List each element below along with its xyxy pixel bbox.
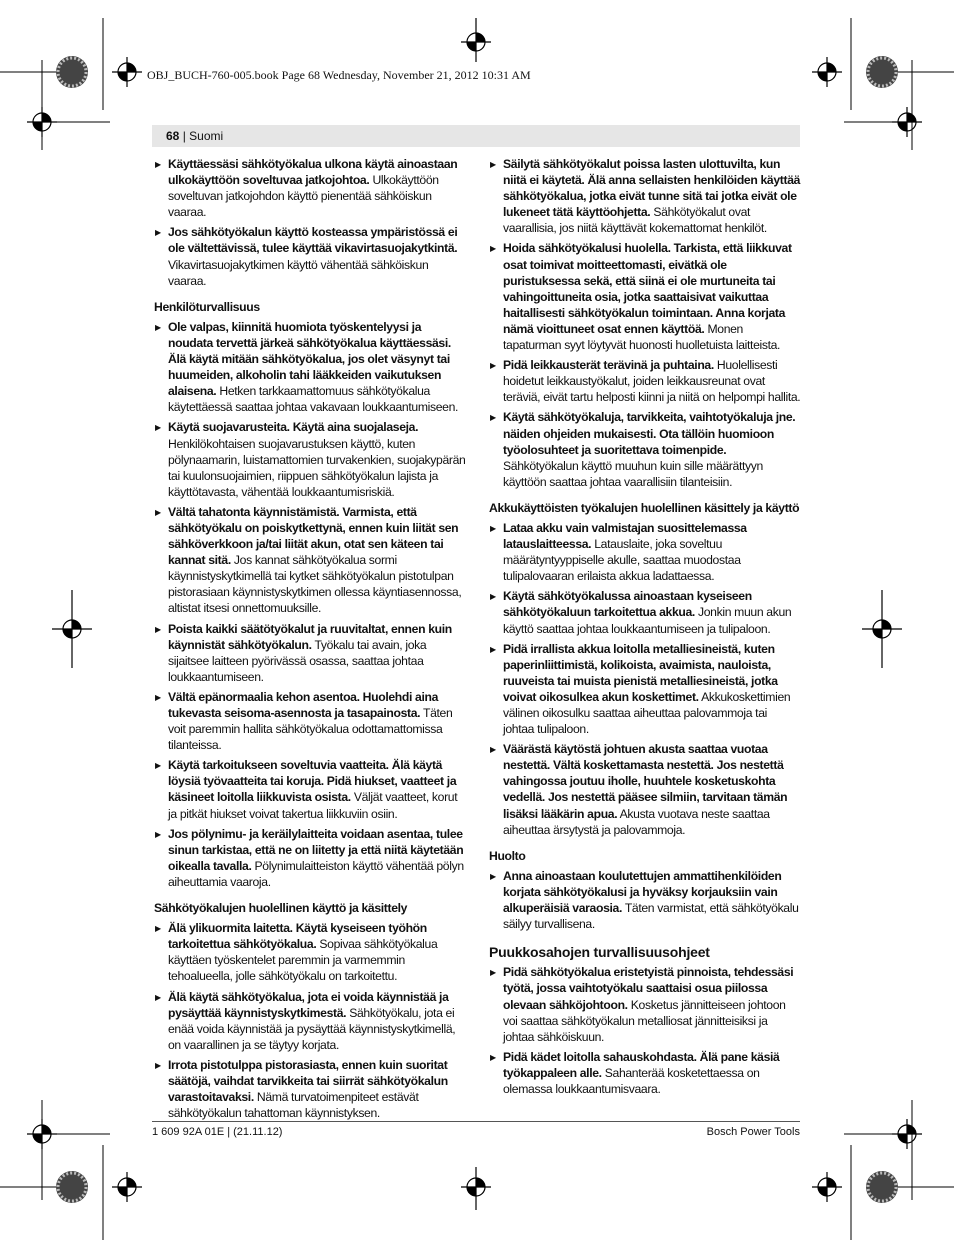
instruction-text: Täten voit paremmin hallita sähkötyökalua odottamattomissa tilanteissa. — [168, 706, 453, 753]
safety-instruction — [489, 588, 801, 636]
instruction-text: Nämä turvatoimenpiteet estävät sähkötyökalun tahattoman käynnistyksen. — [168, 1090, 419, 1121]
instruction-text: Sähkötyökalun käyttö muuhun kuin sille määrättyyn käyttöön saattaa johtaa vaarallisiin tilanteisiin. — [503, 458, 763, 489]
safety-instruction — [489, 520, 801, 584]
instruction-text: Hetken tarkkaamattomuus sähkötyökalua käytettäessä saattaa johtaa vakavaan loukkaantumiseen. — [168, 384, 459, 415]
instruction-text: Sahanterää kosketettaessa on olemassa loukkaantumisvaara. — [503, 1065, 760, 1096]
instruction-bold: Käytä tarkoitukseen soveltuvia vaatteita. Älä käytä löysiä työvaatteita tai koruja. Pidä hiukset, vaatteet ja käsineet loitolla liikkuvista osista. — [168, 758, 457, 805]
instruction-bold: Käytä sähkötyökalussa ainoastaan kyseiseen sähkötyökaluun tarkoitettua akkua. — [503, 589, 752, 620]
safety-instruction — [489, 868, 801, 932]
instruction-bold: Poista kaikki säätötyökalut ja ruuvitaltat, ennen kuin käynnistät sähkötyökalun. — [168, 621, 452, 652]
safety-instruction — [154, 419, 466, 499]
instruction-text: Jonkin muun akun käyttö saattaa johtaa loukkaantumiseen ja tulipaloon. — [503, 605, 792, 636]
instruction-bold: Ole valpas, kiinnitä huomiota työskentelyysi ja noudata tervettä järkeä sähkötyökalua käyttäessäsi. Älä käytä mitään sähkötyökalua, jos olet väsynyt tai huumeiden, alkoholin tahi lääkkeiden vaikutuksen alaisena. — [168, 319, 451, 399]
safety-instruction — [489, 409, 801, 489]
footer-brand: Bosch Power Tools — [706, 1126, 800, 1138]
footer-rule — [152, 1121, 800, 1122]
instruction-text: Ulkokäyttöön soveltuvan jatkojohdon käyttö pienentää sähköiskun vaaraa. — [168, 173, 439, 220]
instruction-bold: Pidä leikkausterät terävinä ja puhtaina. — [503, 358, 714, 373]
page-number: 68 — [166, 129, 180, 143]
instruction-text: Väljät vaatteet, korut ja pitkät hiukset voivat takertua liikkuviin osiin. — [168, 790, 458, 821]
instruction-bold: Vältä tahatonta käynnistämistä. Varmista, että sähkötyökalu on poiskytkettynä, ennen kuin liität sen sähköverkkoon ja/tai liität akun, otat sen käteen tai kannat sitä. — [168, 504, 459, 568]
instruction-bold: Pidä sähkötyökalua eristetyistä pinnoista, tehdessäsi työtä, jossa vaihtotyökalu saattaisi osua piilossa olevaan sähköjohtoon. — [503, 965, 794, 1012]
safety-instruction — [489, 357, 801, 405]
safety-instruction — [489, 156, 801, 236]
safety-instruction — [489, 741, 801, 838]
section-heading: Puukkosahojen turvallisuusohjeet — [489, 944, 710, 961]
subheading: Sähkötyökalujen huolellinen käyttö ja käsittely — [154, 901, 408, 916]
instruction-text: Täten varmistat, että sähkötyökalu säilyy turvallisena. — [503, 901, 799, 932]
safety-instruction — [154, 504, 466, 617]
safety-instruction — [154, 621, 466, 685]
subheading: Huolto — [489, 848, 526, 863]
instruction-bold: Käyttäessäsi sähkötyökalua ulkona käytä ainoastaan ulkokäyttöön soveltuvaa jatkojohtoa. — [168, 157, 458, 188]
instruction-bold: Jos sähkötyökalun käyttö kosteassa ympäristössä ei ole vältettävissä, tulee käyttää vikavirtasuojakytkintä. — [168, 225, 458, 256]
safety-instruction — [154, 319, 466, 416]
book-info: OBJ_BUCH-760-005.book Page 68 Wednesday, November 21, 2012 10:31 AM — [147, 68, 531, 82]
instruction-text: Työkalu tai avain, joka sijaitsee laitteen pyörivässä osassa, saattaa johtaa loukkaantumiseen. — [168, 637, 427, 684]
instruction-bold: Väärästä käytöstä johtuen akusta saattaa vuotaa nestettä. Vältä koskettamasta nestettä. Jos nestettä vahingossa joutuu iholle, huuhtele kosketuskohta vedellä. Jos nestettä pääsee silmiin, tarvitaan tämän lisäksi lääkärin apua. — [503, 742, 788, 821]
instruction-bold: Käytä sähkötyökaluja, tarvikkeita, vaihtotyökaluja jne. näiden ohjeiden mukaisesti. Ota tällöin huomioon työolosuhteet ja suoritettava toimenpide. — [503, 410, 796, 457]
safety-instruction — [489, 240, 801, 353]
instruction-text: Henkilökohtaisen suojavarustuksen käyttö, kuten pölynaamarin, luistamattomien turvakenkien, suojakypärän tai kuulonsuojaimien, riippuen sähkötyökalun lajista ja käyttötavasta, vähentää loukkaantumisriskiä. — [168, 436, 466, 499]
safety-instruction — [489, 964, 801, 1044]
instruction-bold: Älä käytä sähkötyökalua, jota ei voida käynnistää ja pysäyttää käynnistyskytkimestä. — [168, 989, 449, 1020]
instruction-bold: Anna ainoastaan koulutettujen ammattihenkilöiden korjata sähkötyökalusi ja hyväksy korjauksiin vain alkuperäisiä varaosia. — [503, 868, 782, 916]
instruction-text: Kosketus jännitteiseen johtoon voi saattaa sähkötyökalun metalliosat jännitteisiksi ja johtaa sähköiskuun. — [503, 997, 786, 1044]
safety-instruction — [489, 1049, 801, 1097]
instruction-bold: Irrota pistotulppa pistorasiasta, ennen kuin suoritat säätöjä, vaihdat tarvikkeita tai siirrät sähkötyökalun varastoitavaksi. — [168, 1057, 448, 1105]
instruction-bold: Pidä irrallista akkua loitolla metalliesineistä, kuten paperinliittimistä, kolikoista, avaimista, nauloista, ruuveista tai muista pienistä metalliesineistä, jotka voivat oikosulkea akun koskettimet. — [503, 641, 778, 704]
instruction-bold: Älä ylikuormita laitetta. Käytä kyseiseen työhön tarkoitettua sähkötyökalua. — [168, 921, 427, 952]
instruction-text: Sähkötyökalut ovat vaarallisia, jos niitä käyttävät kokemattomat henkilöt. — [503, 205, 767, 236]
instruction-text: Akusta vuotava neste saattaa aiheuttaa ärsytystä ja palovammoja. — [503, 806, 770, 837]
safety-instruction — [154, 1057, 466, 1121]
subheading: Henkilöturvallisuus — [154, 299, 260, 314]
safety-instruction — [154, 757, 466, 821]
page-header-text — [166, 129, 223, 143]
safety-instruction — [489, 641, 801, 738]
safety-instruction — [154, 224, 466, 288]
header-separator: | — [179, 129, 190, 143]
safety-instruction — [154, 920, 466, 984]
instruction-bold: Jos pölynimu- ja keräilylaitteita voidaan asentaa, tulee sinun tarkistaa, että ne on liitetty ja että niitä käytetään oikealla tavalla. — [168, 826, 464, 873]
safety-instruction — [154, 156, 466, 220]
instruction-text: Jos kannat sähkötyökalua sormi käynnistyskytkimellä tai kytket sähkötyökalun pistotulpan pistorasiaan käynnistyskytkimen ollessa käyntiasennossa, altistat itsesi onnettomuuksille. — [168, 553, 462, 616]
instruction-bold: Vältä epänormaalia kehon asentoa. Huolehdi aina tukevasta seisoma-asennosta ja tasapainosta. — [168, 689, 439, 720]
instruction-bold: Lataa akku vain valmistajan suosittelemassa latauslaitteessa. — [503, 520, 747, 552]
safety-instruction — [154, 689, 466, 753]
instruction-bold: Säilytä sähkötyökalut poissa lasten ulottuvilta, kun niitä ei käytetä. Älä anna sellaisten henkilöiden käyttää sähkötyökalua, jotka eivät tunne sitä tai jotka eivät ole lukeneet tätä käyttöohjetta. — [503, 157, 801, 220]
left-column — [154, 156, 466, 1125]
instruction-text: Akkukoskettimien välinen oikosulku saattaa aiheuttaa palovammoja tai johtaa tulipaloon. — [503, 689, 791, 737]
instruction-text: Sähkötyökalu, jota ei enää voida käynnistää ja pysäyttää käynnistyskytkimellä, on vaarallinen ja se täytyy korjata. — [168, 1005, 456, 1052]
footer-doc-number: 1 609 92A 01E | (21.11.12) — [152, 1126, 283, 1138]
instruction-text: Monen tapaturman syyt löytyvät huonosti huolletuista laitteista. — [503, 321, 781, 353]
safety-instruction — [154, 989, 466, 1053]
subheading: Akkukäyttöisten työkalujen huolellinen käsittely ja käyttö — [489, 500, 800, 515]
right-column — [489, 156, 801, 1101]
instruction-bold: Pidä kädet loitolla sahauskohdasta. Älä pane käsiä työkappaleen alle. — [503, 1049, 780, 1080]
instruction-text: Pölynimulaitteiston käyttö vähentää pölyn aiheuttamia vaaroja. — [168, 858, 464, 889]
instruction-text: Huolellisesti hoidetut leikkaustyökalut, joiden leikkausreunat ovat teräviä, eivät tartu helposti kiinni ja niitä on helpompi hallita. — [503, 358, 801, 405]
instruction-bold: Hoida sähkötyökalusi huolella. Tarkista, että liikkuvat osat toimivat moitteettomasti, eivätkä ole puristuksessa sekä, että siinä ei ole murtuneita tai vahingoittuneita osia, jotka saattaisivat vaikuttaa haitallisesti sähkötyökalun toimintaan. Anna korjata nämä vioittuneet osat ennen käyttöä. — [503, 241, 792, 336]
safety-instruction — [154, 826, 466, 890]
section-language: Suomi — [189, 129, 224, 143]
instruction-text: Sopivaa sähkötyökalua käyttäen työskentelet paremmin ja varmemmin tehoalueella, jolle sähkötyökalu on tarkoitettu. — [168, 937, 438, 984]
instruction-text: Latauslaite, joka soveltuu määrätyntyyppiselle akulle, saattaa muodostaa tulipalovaaran erilaista akkua ladattaessa. — [503, 537, 741, 584]
instruction-text: Vikavirtasuojakytkimen käyttö vähentää sähköiskun vaaraa. — [168, 257, 429, 288]
page-header — [152, 125, 800, 147]
instruction-bold: Käytä suojavarusteita. Käytä aina suojalaseja. — [168, 420, 419, 435]
